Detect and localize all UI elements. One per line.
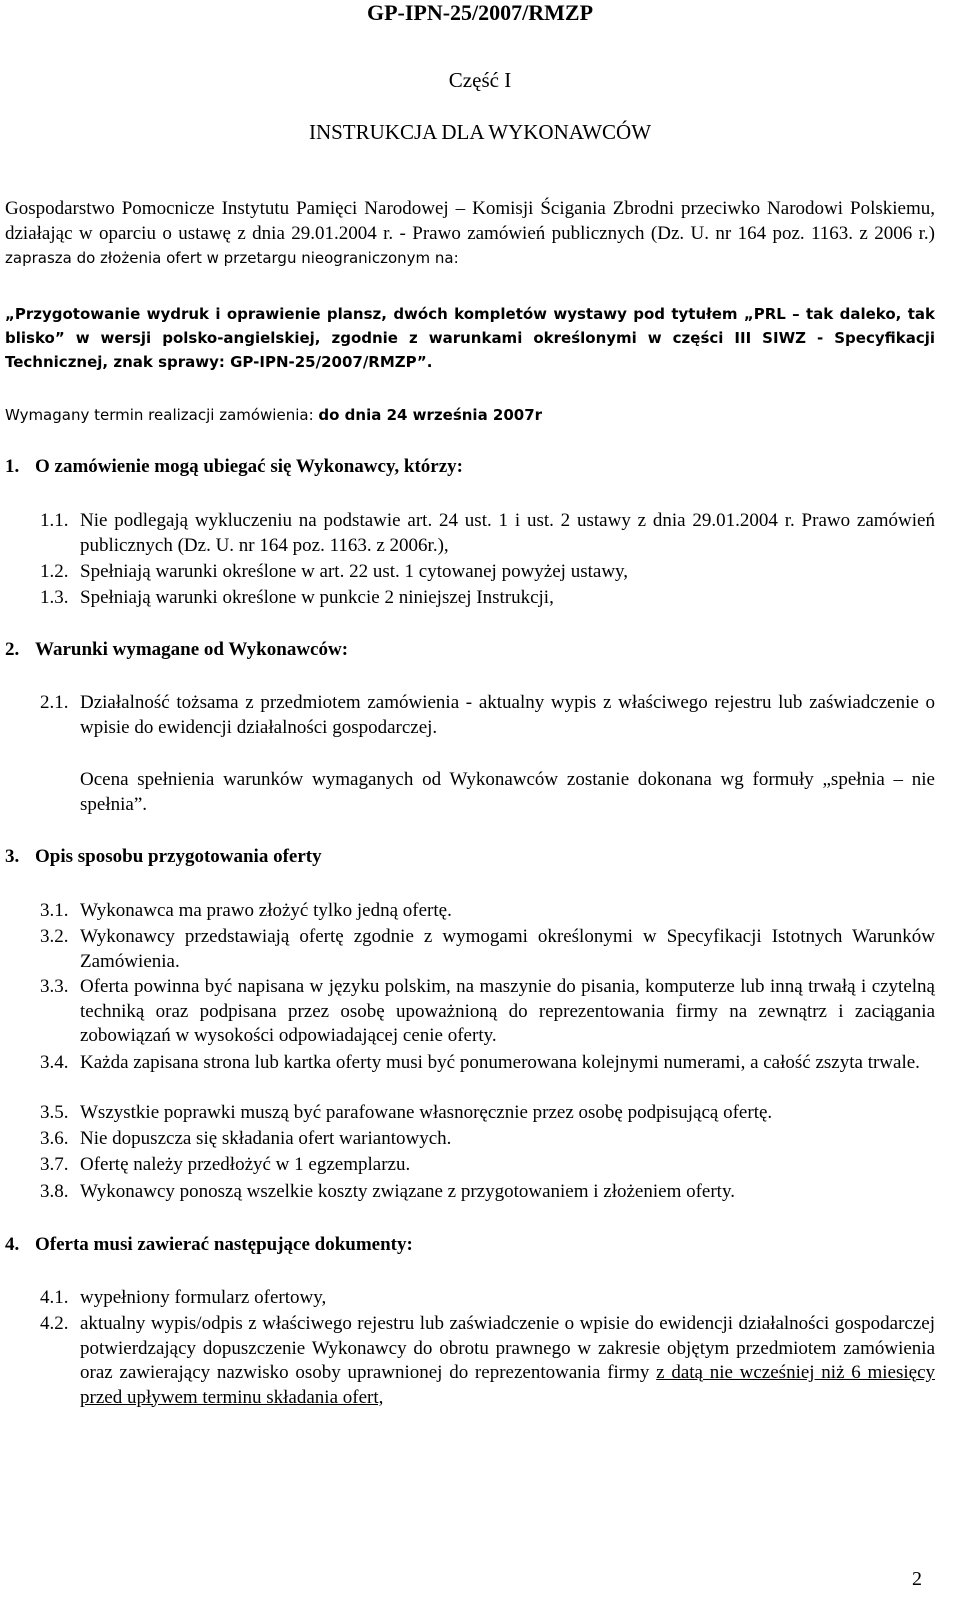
item-number: 1.1. xyxy=(40,510,69,531)
item-number: 3.5. xyxy=(40,1102,69,1123)
section-3-heading xyxy=(5,846,322,868)
item-text: Spełniają warunki określone w art. 22 ust. 1 cytowanej powyżej ustawy, xyxy=(80,561,629,582)
item-number: 3.7. xyxy=(40,1154,69,1175)
item-number: 1.2. xyxy=(40,561,69,582)
page-number: 2 xyxy=(912,1568,922,1590)
item-text-underlined: z datą nie wcześniej niż 6 miesięcy przed upływem terminu składania ofert, xyxy=(80,1362,935,1408)
item-text: Spełniają warunki określone w punkcie 2 niniejszej Instrukcji, xyxy=(80,587,554,608)
list-item xyxy=(40,1180,935,1205)
section-3-title: Opis sposobu przygotowania oferty xyxy=(35,846,322,867)
item-text: Wykonawca ma prawo złożyć tylko jedną ofertę. xyxy=(80,900,452,921)
tender-subject: „Przygotowanie wydruk i oprawienie plansz, dwóch kompletów wystawy pod tytułem „PRL – tak daleko, tak blisko” w wersji polsko-angielskiej, zgodnie z warunkami określonymi w części III SIWZ - Specyfikacji Technicznej, znak sprawy: GP-IPN-25/2007/RMZP”. xyxy=(5,305,935,371)
section-2-note: Ocena spełnienia warunków wymaganych od Wykonawców zostanie dokonana wg formuły „spełnia – nie spełnia”. xyxy=(80,769,935,815)
list-item xyxy=(40,899,935,924)
section-1-heading xyxy=(5,456,463,478)
list-item xyxy=(40,1101,935,1126)
deadline-value: do dnia 24 września 2007r xyxy=(318,406,543,424)
item-number: 4.2. xyxy=(40,1313,69,1334)
list-item xyxy=(40,1286,935,1311)
list-item xyxy=(40,1051,935,1076)
list-item xyxy=(40,1312,935,1410)
list-item xyxy=(40,560,935,585)
item-number: 3.3. xyxy=(40,976,69,997)
item-number: 3.1. xyxy=(40,900,69,921)
item-text: Każda zapisana strona lub kartka oferty musi być ponumerowana kolejnymi numerami, a całość zszyta trwale. xyxy=(80,1052,920,1073)
item-text xyxy=(80,1312,935,1410)
intro-text-b: zaprasza do złożenia ofert w przetargu nieograniczonym na: xyxy=(5,249,459,267)
section-3-number: 3. xyxy=(5,846,20,867)
section-2-title: Warunki wymagane od Wykonawców: xyxy=(35,639,349,660)
item-number: 4.1. xyxy=(40,1287,69,1308)
section-2-heading xyxy=(5,639,348,661)
deadline xyxy=(5,406,935,424)
item-number: 3.4. xyxy=(40,1052,69,1073)
list-item xyxy=(40,691,935,740)
item-text: Wykonawcy przedstawiają ofertę zgodnie z wymogami określonymi w Specyfikacji Istotnych Warunków Zamówienia. xyxy=(80,926,935,972)
item-text-main: aktualny wypis/odpis z właściwego rejestru lub zaświadczenie o wpisie do ewidencji działalności gospodarczej potwierdzający dopuszczenie Wykonawcy do obrotu prawnego w zakresie objętym przedmiotem zamówienia oraz zawierający nazwisko osoby uprawnionej do reprezentowania firmy xyxy=(80,1313,935,1383)
item-text: Wykonawcy ponoszą wszelkie koszty związane z przygotowaniem i złożeniem oferty. xyxy=(80,1181,735,1202)
item-text: Działalność tożsama z przedmiotem zamówienia - aktualny wypis z właściwego rejestru lub zaświadczenie o wpisie do ewidencji działalności gospodarczej. xyxy=(80,692,935,738)
document-id: GP-IPN-25/2007/RMZP xyxy=(366,0,594,25)
deadline-label: Wymagany termin realizacji zamówienia: xyxy=(5,406,319,424)
section-1-number: 1. xyxy=(5,456,20,477)
part-title: Część I xyxy=(448,68,512,92)
list-item xyxy=(40,1127,935,1152)
item-number: 3.8. xyxy=(40,1181,69,1202)
item-text: Nie dopuszcza się składania ofert wariantowych. xyxy=(80,1128,452,1149)
item-number: 1.3. xyxy=(40,587,69,608)
section-4-heading xyxy=(5,1234,413,1256)
item-text: wypełniony formularz ofertowy, xyxy=(80,1287,327,1308)
instruction-title: INSTRUKCJA DLA WYKONAWCÓW xyxy=(308,120,652,144)
intro-text-a: Gospodarstwo Pomocnicze Instytutu Pamięci Narodowej – Komisji Ścigania Zbrodni przeciwko Narodowi Polskiemu, działając w oparciu o ustawę z dnia 29.01.2004 r. - Prawo zamówień publicznych (Dz. U. nr 164 poz. 1163. z 2006 r.) xyxy=(5,198,935,244)
list-item xyxy=(40,975,935,1049)
item-number: 2.1. xyxy=(40,692,69,713)
item-number: 3.2. xyxy=(40,926,69,947)
section-2-number: 2. xyxy=(5,639,20,660)
item-number: 3.6. xyxy=(40,1128,69,1149)
list-item xyxy=(40,1153,935,1178)
item-text: Ofertę należy przedłożyć w 1 egzemplarzu. xyxy=(80,1154,411,1175)
list-item xyxy=(40,925,935,974)
section-4-number: 4. xyxy=(5,1234,20,1255)
intro-paragraph xyxy=(5,197,935,271)
item-text: Wszystkie poprawki muszą być parafowane własnoręcznie przez osobę podpisującą ofertę. xyxy=(80,1102,773,1123)
list-item xyxy=(40,586,935,611)
section-4-title: Oferta musi zawierać następujące dokumenty: xyxy=(35,1234,413,1255)
list-item xyxy=(40,509,935,558)
section-1-title: O zamówienie mogą ubiegać się Wykonawcy, którzy: xyxy=(35,456,463,477)
item-text: Oferta powinna być napisana w języku polskim, na maszynie do pisania, komputerze lub inną trwałą i czytelną techniką oraz podpisana przez osobę upoważnioną do reprezentowania firmy na zewnątrz i zaciągania zobowiązań w wysokości odpowiadającej cenie oferty. xyxy=(80,976,935,1046)
item-text: Nie podlegają wykluczeniu na podstawie art. 24 ust. 1 i ust. 2 ustawy z dnia 29.01.2004 r. Prawo zamówień publicznych (Dz. U. nr 164 poz. 1163. z 2006r.), xyxy=(80,510,935,556)
